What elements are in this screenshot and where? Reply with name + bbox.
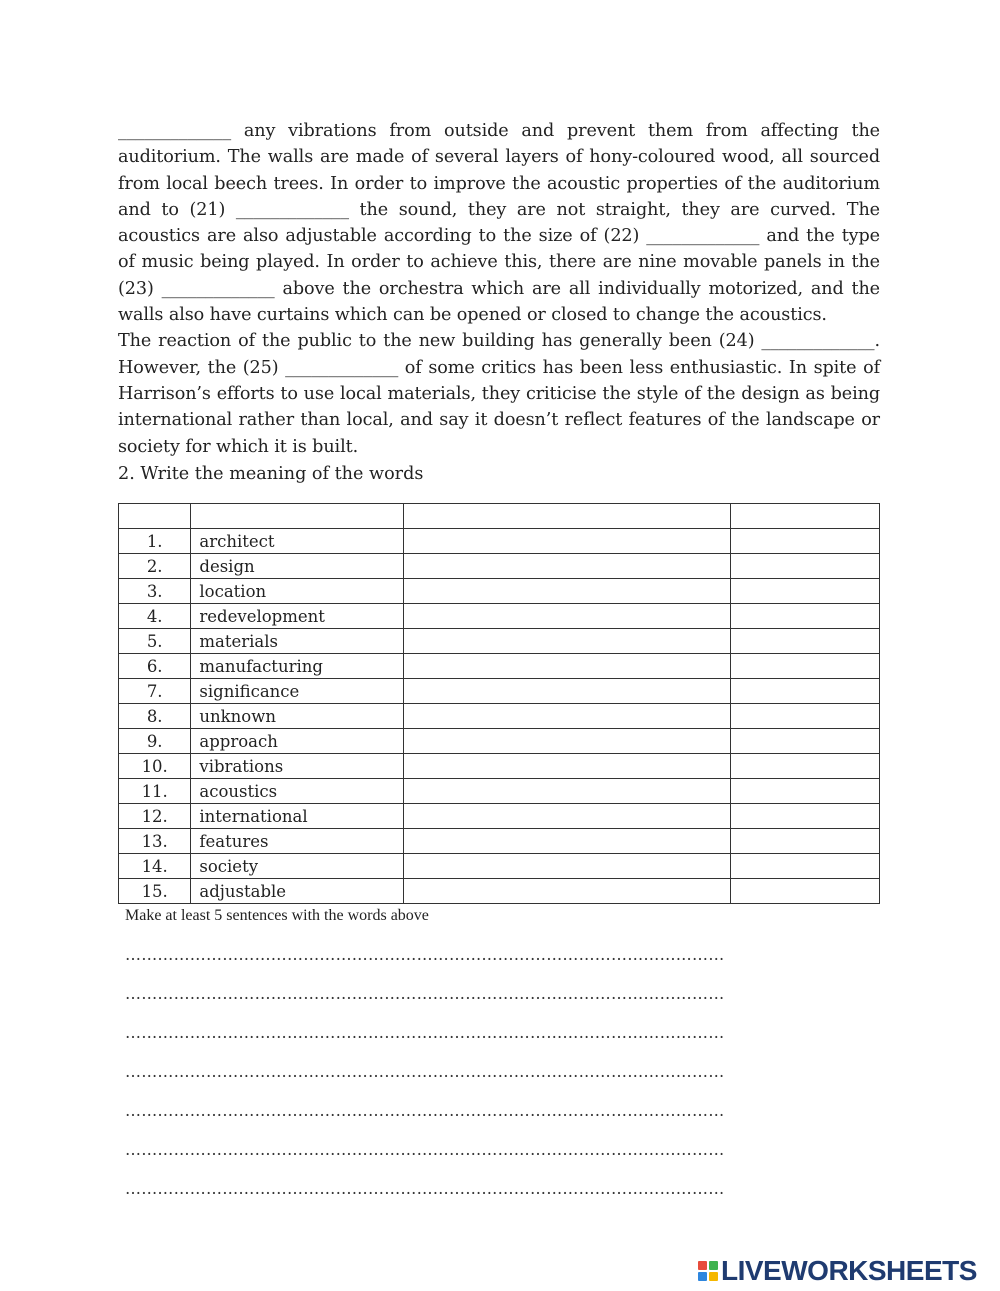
meaning-answer-cell[interactable] xyxy=(404,579,731,604)
extra-cell xyxy=(730,854,879,879)
meaning-answer-cell[interactable] xyxy=(404,604,731,629)
row-number: 1. xyxy=(119,529,191,554)
extra-cell xyxy=(730,829,879,854)
meaning-answer-cell[interactable] xyxy=(404,779,731,804)
row-word: vibrations xyxy=(191,754,404,779)
row-number: 2. xyxy=(119,554,191,579)
table-row xyxy=(119,729,880,754)
row-word: redevelopment xyxy=(191,604,404,629)
row-number: 10. xyxy=(119,754,191,779)
table-row xyxy=(119,854,880,879)
row-word: unknown xyxy=(191,704,404,729)
table-row xyxy=(119,754,880,779)
row-word: materials xyxy=(191,629,404,654)
answer-line-2[interactable]: ………………………………………………………………………………………………… xyxy=(125,984,725,1003)
table-row xyxy=(119,629,880,654)
table-row xyxy=(119,779,880,804)
row-number: 14. xyxy=(119,854,191,879)
passage-paragraph-2: The reaction of the public to the new building has generally been (24) _____________. However, the (25) _____________ of some critics has been less enthusiastic. In spite of Harrison’s efforts to use local materials, they criticise the style of the design as being international rather than local, and say it doesn’t reflect features of the landscape or society for which it is built. xyxy=(118,331,880,457)
reading-passage xyxy=(118,118,880,460)
meaning-answer-cell[interactable] xyxy=(404,829,731,854)
answer-line-3[interactable]: ………………………………………………………………………………………………… xyxy=(125,1023,725,1042)
row-word: significance xyxy=(191,679,404,704)
table-row xyxy=(119,829,880,854)
table-row xyxy=(119,579,880,604)
passage-paragraph-1: _____________ any vibrations from outside and prevent them from affecting the auditorium. The walls are made of several layers of hony-coloured wood, all sourced from local beech trees. In order to improve the acoustic properties of the auditorium and to (21) _____________ the sound, they are not straight, they are curved. The acoustics are also adjustable according to the size of (22) _____________ and the type of music being played. In order to achieve this, there are nine movable panels in the (23) _____________ above the orchestra which are all individually motorized, and the walls also have curtains which can be opened or closed to change the acoustics. xyxy=(118,121,880,326)
meaning-answer-cell[interactable] xyxy=(404,704,731,729)
row-number: 6. xyxy=(119,654,191,679)
answer-line-1[interactable]: ………………………………………………………………………………………………… xyxy=(125,945,725,964)
row-word: design xyxy=(191,554,404,579)
header-cell xyxy=(119,504,191,529)
meaning-answer-cell[interactable] xyxy=(404,654,731,679)
answer-line-6[interactable]: ………………………………………………………………………………………………… xyxy=(125,1140,725,1159)
answer-line-5[interactable]: ………………………………………………………………………………………………… xyxy=(125,1101,725,1120)
extra-cell xyxy=(730,754,879,779)
sentences-instruction: Make at least 5 sentences with the words above xyxy=(125,907,429,924)
table-row xyxy=(119,554,880,579)
table-row xyxy=(119,604,880,629)
table-row xyxy=(119,679,880,704)
row-number: 4. xyxy=(119,604,191,629)
extra-cell xyxy=(730,729,879,754)
table-row xyxy=(119,704,880,729)
row-number: 5. xyxy=(119,629,191,654)
extra-cell xyxy=(730,554,879,579)
row-word: society xyxy=(191,854,404,879)
extra-cell xyxy=(730,579,879,604)
header-cell xyxy=(191,504,404,529)
row-word: location xyxy=(191,579,404,604)
answer-line-4[interactable]: ………………………………………………………………………………………………… xyxy=(125,1062,725,1081)
answer-line-7[interactable]: ………………………………………………………………………………………………… xyxy=(125,1179,725,1198)
extra-cell xyxy=(730,654,879,679)
extra-cell xyxy=(730,629,879,654)
meaning-answer-cell[interactable] xyxy=(404,854,731,879)
meaning-answer-cell[interactable] xyxy=(404,804,731,829)
extra-cell xyxy=(730,604,879,629)
row-word: features xyxy=(191,829,404,854)
section-2-heading: 2. Write the meaning of the words xyxy=(118,464,424,484)
row-number: 12. xyxy=(119,804,191,829)
header-cell xyxy=(730,504,879,529)
meaning-answer-cell[interactable] xyxy=(404,629,731,654)
logo-text: LIVEWORKSHEETS xyxy=(721,1255,977,1286)
row-number: 13. xyxy=(119,829,191,854)
table-row xyxy=(119,529,880,554)
row-word: manufacturing xyxy=(191,654,404,679)
extra-cell xyxy=(730,779,879,804)
meaning-answer-cell[interactable] xyxy=(404,729,731,754)
extra-cell xyxy=(730,529,879,554)
extra-cell xyxy=(730,879,879,904)
row-number: 9. xyxy=(119,729,191,754)
vocabulary-table xyxy=(118,503,880,904)
row-word: approach xyxy=(191,729,404,754)
row-word: architect xyxy=(191,529,404,554)
row-number: 3. xyxy=(119,579,191,604)
meaning-answer-cell[interactable] xyxy=(404,679,731,704)
table-row xyxy=(119,654,880,679)
table-row xyxy=(119,804,880,829)
row-word: international xyxy=(191,804,404,829)
row-word: acoustics xyxy=(191,779,404,804)
row-number: 7. xyxy=(119,679,191,704)
row-number: 11. xyxy=(119,779,191,804)
extra-cell xyxy=(730,804,879,829)
table-row xyxy=(119,879,880,904)
logo-squares-icon xyxy=(698,1261,718,1281)
row-word: adjustable xyxy=(191,879,404,904)
meaning-answer-cell[interactable] xyxy=(404,879,731,904)
row-number: 15. xyxy=(119,879,191,904)
meaning-answer-cell[interactable] xyxy=(404,754,731,779)
extra-cell xyxy=(730,679,879,704)
liveworksheets-logo xyxy=(698,1256,977,1286)
table-header-row xyxy=(119,504,880,529)
header-cell xyxy=(404,504,731,529)
extra-cell xyxy=(730,704,879,729)
meaning-answer-cell[interactable] xyxy=(404,529,731,554)
meaning-answer-cell[interactable] xyxy=(404,554,731,579)
row-number: 8. xyxy=(119,704,191,729)
